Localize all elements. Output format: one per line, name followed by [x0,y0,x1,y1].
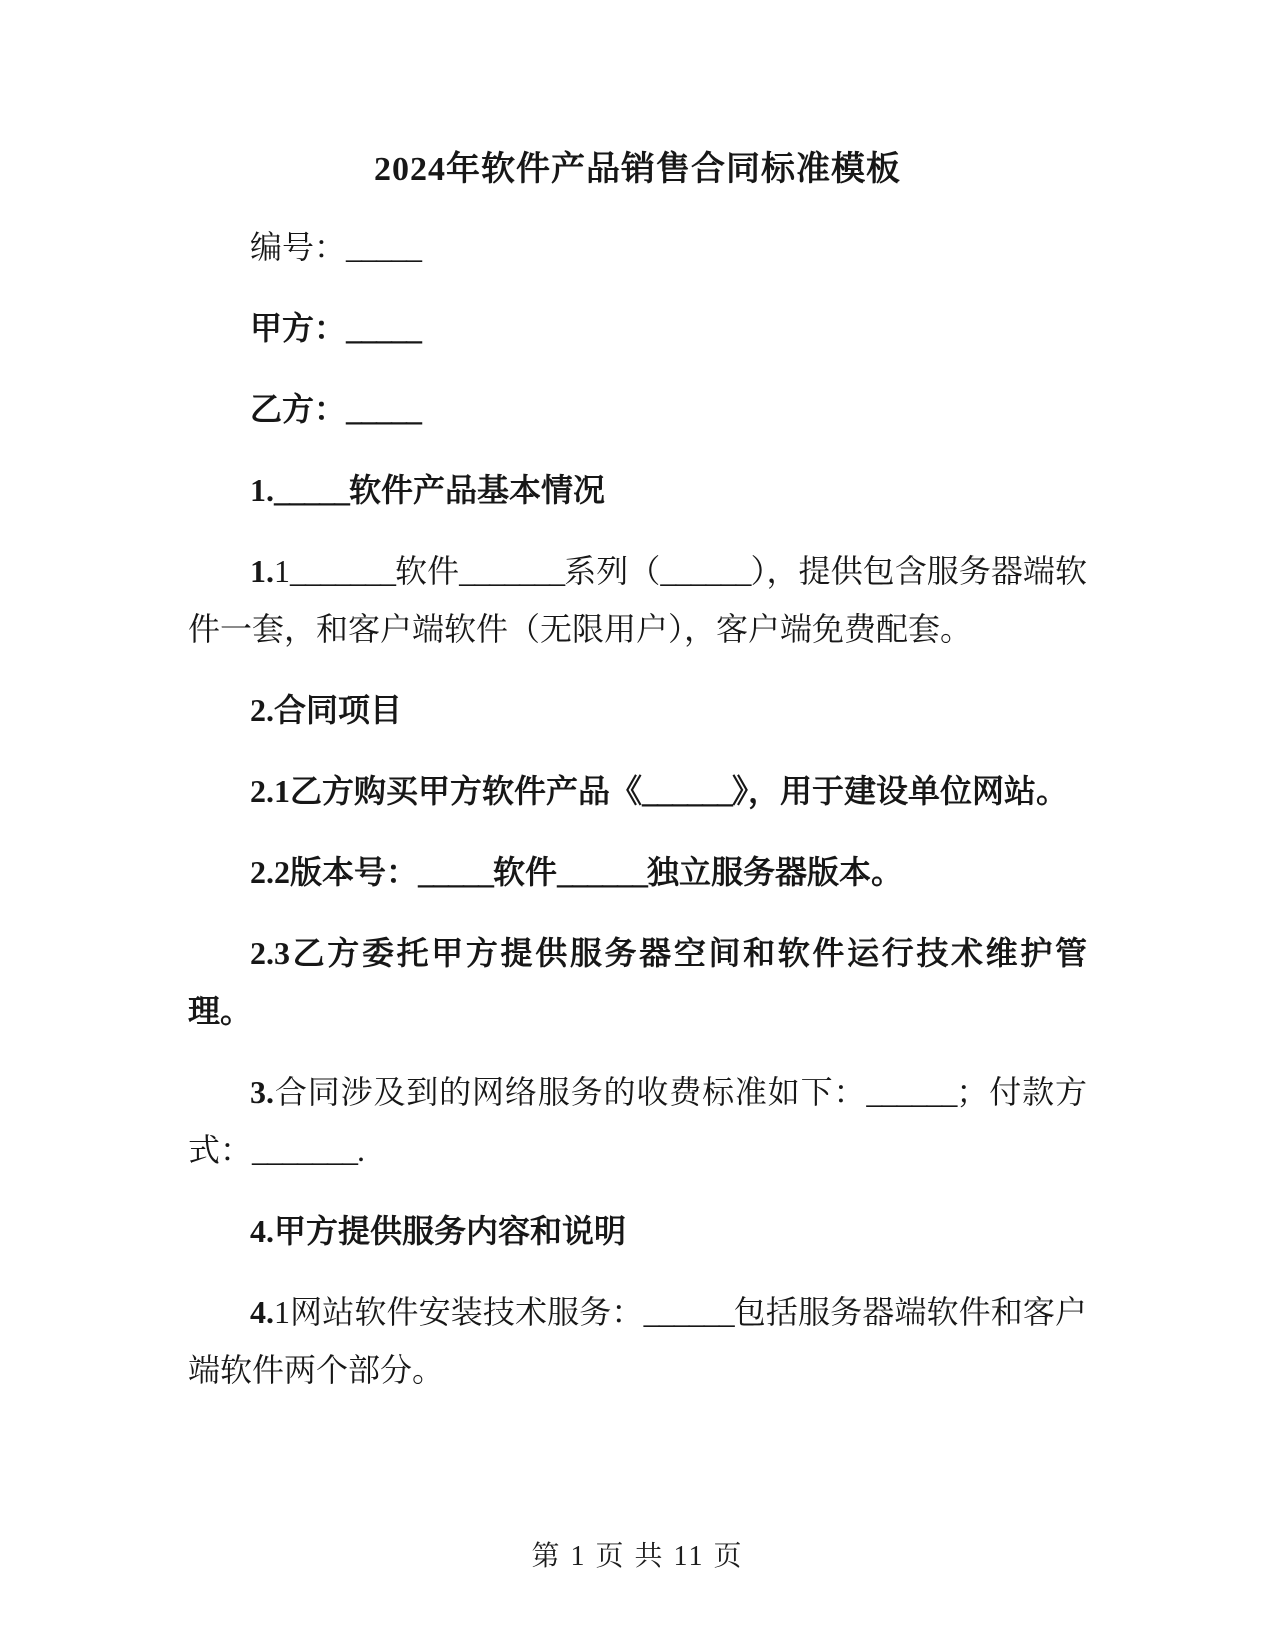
text-segment: 软件产品基本情况 [349,472,606,508]
blank-field: _____ [346,391,422,427]
text-segment: 1. [250,472,274,508]
text-segment: ），提供包含服务器端软件一套，和客户端软件（无限用户），客户端免费配套。 [188,553,1087,647]
text-segment: 1网站软件安装技术服务： [274,1294,644,1330]
text-segment: ；付款方式： [188,1074,1087,1168]
clause-1-1 [188,542,1087,658]
text-segment: 1. [250,553,274,589]
text-segment: 系列（ [564,553,661,589]
text-segment: 乙方： [250,391,347,427]
blank-field: _______ [252,1132,358,1168]
blank-field: ______ [557,854,648,890]
blank-field: _______ [290,553,395,589]
page-footer [0,1534,1275,1574]
blank-field: _____ [346,310,422,346]
clause-2-1 [188,762,1087,820]
page-number-text: 第 1 页 共 11 页 [531,1541,744,1572]
text-segment: 3. [250,1074,274,1110]
clause-2-2 [188,843,1087,901]
text-segment: 4. [250,1294,274,1330]
field-party-a [188,299,1087,357]
text-segment: 2.2版本号： [250,854,419,890]
text-segment: 独立服务器版本。 [647,854,904,890]
clause-3 [188,1063,1087,1179]
text-segment: 》，用于建设单位网站。 [732,773,1069,809]
heading-4 [188,1202,1087,1260]
clause-2-3 [188,924,1087,1040]
text-segment: 甲方： [250,310,347,346]
heading-2 [188,681,1087,739]
field-number [188,218,1087,276]
text-segment: 2.3乙方委托甲方提供服务器空间和软件运行技术维护管理。 [188,935,1087,1029]
text-segment: 软件 [395,553,460,589]
text-segment: 合同涉及到的网络服务的收费标准如下： [274,1074,867,1110]
blank-field: ______ [643,1294,734,1330]
text-segment: 2.1乙方购买甲方软件产品《 [250,773,643,809]
clause-4-1 [188,1283,1087,1399]
document-body [188,218,1087,1399]
blank-field: ______ [642,773,733,809]
blank-field: _______ [459,553,565,589]
text-segment: 包括服务器端软件和客户端软件两个部分。 [188,1294,1087,1388]
blank-field: _____ [418,854,494,890]
text-segment: . [357,1132,366,1168]
document-title: 2024年软件产品销售合同标准模板 [374,151,901,188]
blank-field: ______ [866,1074,957,1110]
text-segment: 1 [274,553,290,589]
field-party-b [188,380,1087,438]
text-segment: 软件 [493,854,558,890]
blank-field: _____ [274,472,349,508]
blank-field: ______ [660,553,751,589]
text-segment: 4.甲方提供服务内容和说明 [250,1213,627,1249]
heading-1 [188,461,1087,519]
text-segment: 2.合同项目 [250,692,403,728]
text-segment: 编号： [250,229,347,265]
blank-field: _____ [346,229,422,265]
